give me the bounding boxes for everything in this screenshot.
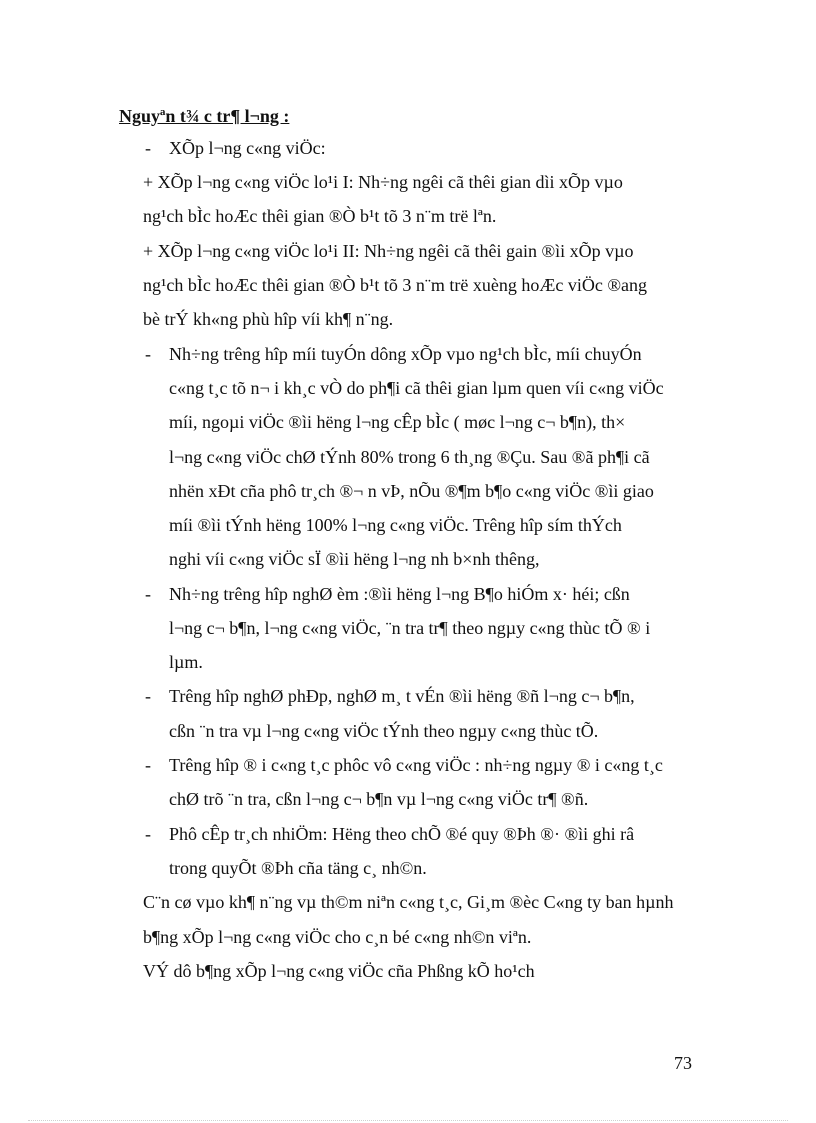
text-line: lµm. bbox=[169, 652, 203, 672]
bullet-dash: - bbox=[145, 344, 151, 364]
text-line: ng¹ch bÌc hoÆc thêi gian ®Ò b¹t tõ 3 n¨m trë xuèng hoÆc viÖc ®ang bbox=[143, 275, 648, 295]
bullet-dash: - bbox=[145, 824, 151, 844]
bullet-dash: - bbox=[145, 686, 151, 706]
footer-divider bbox=[28, 1120, 788, 1121]
text-line: míi, ngoµi viÖc ®ìi hëng l¬ng cÊp bÌc ( møc l¬ng c¬ b¶n), th× bbox=[169, 412, 626, 432]
text-line: C¨n cø vµo kh¶ n¨ng vµ th©m niªn c«ng t¸c, Gi¸m ®èc C«ng ty ban hµnh bbox=[143, 892, 674, 912]
text-line: Trêng hîp ® i c«ng t¸c phôc vô c«ng viÖc : nh÷ng ngµy ® i c«ng t¸c bbox=[169, 755, 663, 775]
bullet-dash: - bbox=[145, 755, 151, 775]
text-line: nhën xÐt cña phô tr¸ch ®¬ n vÞ, nÕu ®¶m b¶o c«ng viÖc ®ìi giao bbox=[169, 481, 654, 501]
text-line: b¶ng xÕp l¬ng c«ng viÖc cho c¸n bé c«ng nh©n viªn. bbox=[143, 927, 532, 947]
text-line: l¬ng c¬ b¶n, l¬ng c«ng viÖc, ¨n tra tr¶ theo ngµy c«ng thùc tÕ ® i bbox=[169, 618, 651, 638]
text-line: chØ trõ ¨n tra, cßn l¬ng c¬ b¶n vµ l¬ng c«ng viÖc tr¶ ®ñ. bbox=[169, 789, 589, 809]
text-line: cßn ¨n tra vµ l¬ng c«ng viÖc tÝnh theo ngµy c«ng thùc tÕ. bbox=[169, 721, 599, 741]
text-line: c«ng t¸c tõ n¬ i kh¸c vÒ do ph¶i cã thêi gian lµm quen víi c«ng viÖc bbox=[169, 378, 664, 398]
text-line: VÝ dô b¶ng xÕp l¬ng c«ng viÖc cña Phßng kÕ ho¹ch bbox=[143, 961, 535, 981]
section-heading: Nguyªn t¾ c tr¶ l¬ng : bbox=[119, 106, 290, 126]
text-line: bè trÝ kh«ng phù hîp víi kh¶ n¨ng. bbox=[143, 309, 394, 329]
text-line: XÕp l¬ng c«ng viÖc: bbox=[169, 138, 326, 158]
text-line: Nh÷ng trêng hîp míi tuyÓn dông xÕp vµo ng¹ch bÌc, míi chuyÓn bbox=[169, 344, 642, 364]
text-line: trong quyÕt ®Þh cña täng c¸ nh©n. bbox=[169, 858, 427, 878]
text-line: + XÕp l¬ng c«ng viÖc lo¹i II: Nh÷ng ngêi cã thêi gain ®ìi xÕp vµo bbox=[143, 241, 634, 261]
text-line: ng¹ch bÌc hoÆc thêi gian ®Ò b¹t tõ 3 n¨m trë lªn. bbox=[143, 206, 497, 226]
text-line: + XÕp l¬ng c«ng viÖc lo¹i I: Nh÷ng ngêi cã thêi gian dìi xÕp vµo bbox=[143, 172, 623, 192]
text-line: l¬ng c«ng viÖc chØ tÝnh 80% trong 6 th¸ng ®Çu. Sau ®ã ph¶i cã bbox=[169, 447, 650, 467]
page-number: 73 bbox=[674, 1053, 692, 1073]
bullet-dash: - bbox=[145, 138, 151, 158]
text-line: Trêng hîp nghØ phÐp, nghØ m¸ t vÉn ®ìi hëng ®ñ l¬ng c¬ b¶n, bbox=[169, 686, 635, 706]
text-line: nghi víi c«ng viÖc sÏ ®ìi hëng l¬ng nh b×nh thêng, bbox=[169, 549, 540, 569]
text-line: Nh÷ng trêng hîp nghØ èm :®ìi hëng l¬ng B¶o hiÓm x· héi; cßn bbox=[169, 584, 630, 604]
text-line: míi ®ìi tÝnh hëng 100% l¬ng c«ng viÖc. Trêng hîp sím thÝch bbox=[169, 515, 622, 535]
bullet-dash: - bbox=[145, 584, 151, 604]
text-line: Phô cÊp tr¸ch nhiÖm: Hëng theo chÕ ®é quy ®Þh ®· ®ìi ghi râ bbox=[169, 824, 635, 844]
